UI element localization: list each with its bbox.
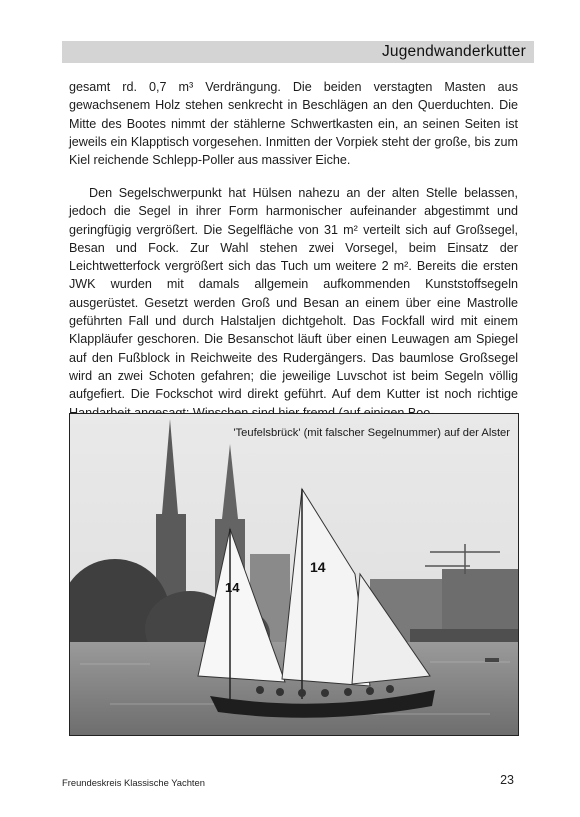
photo-illustration: [70, 414, 518, 735]
body-paragraph-1: [69, 78, 518, 169]
running-header: [62, 41, 534, 63]
paragraph-text: Den Segelschwerpunkt hat Hülsen nahezu an der alten Stelle belassen, jedoch die Segel in ihrer Form harmonischer aufeinander abgestimmt und geringfügig vergrößert. Die Segelfläche von 31 m² verteilt sich auf Großsegel, Besan und Fock. Zur Wahl stehen zwei Vorsegel, beim Einsatz der Leichtwetterfock vergrößert sich das Tuch um weitere 2 m². Bereits die ersten JWK wurden mit damals allgemein aufkommenden Kunststoffsegeln ausgerüstet. Gesetzt werden Groß und Besan an einem über eine Mastrolle geführten Fall und durch Halstaljen dichtgeholt. Das Fockfall wird mit einem Klappläufer geschoren. Die Besanschot läuft über einen Leuwagen am Spiegel auf den Fußblock in Reichweite des Rudergängers. Das baumlose Großsegel wird an zwei Schoten gefahren; die jeweilige Luvschot ist beim Segeln völlig aufgefiert. Die Fockschot wird direkt geführt. Auf dem Kutter ist noch richtige: [69, 186, 518, 402]
sail-number-mizzen: 14: [225, 580, 240, 595]
small-boat: [485, 658, 499, 662]
paragraph-text: gesamt rd. 0,7 m³ Verdrängung. Die beiden verstagten Masten aus gewachsenem Holz stehen senkrecht in Beschlägen an den Querduchten. Die Mitte des Bootes nimmt der stählerne Schwertkasten ein, an seinen Seiten ist jeweils ein Klapptisch vorgesehen. Inmitten der Vorpiek steht der große, bis zum Kiel reichende Schlepp-Poller aus massiver Eiche.: [69, 80, 518, 168]
page-number: 23: [500, 773, 514, 787]
chapter-title: Jugendwanderkutter: [381, 43, 526, 60]
body-paragraph-2: [69, 184, 518, 422]
sail-number-main: 14: [310, 559, 326, 575]
footer-publisher: Freundeskreis Klassische Yachten: [62, 777, 205, 788]
photo-caption: 'Teufelsbrück' (mit falscher Segelnummer) auf der Alster: [233, 427, 510, 439]
sailboat-photo: [69, 413, 519, 736]
